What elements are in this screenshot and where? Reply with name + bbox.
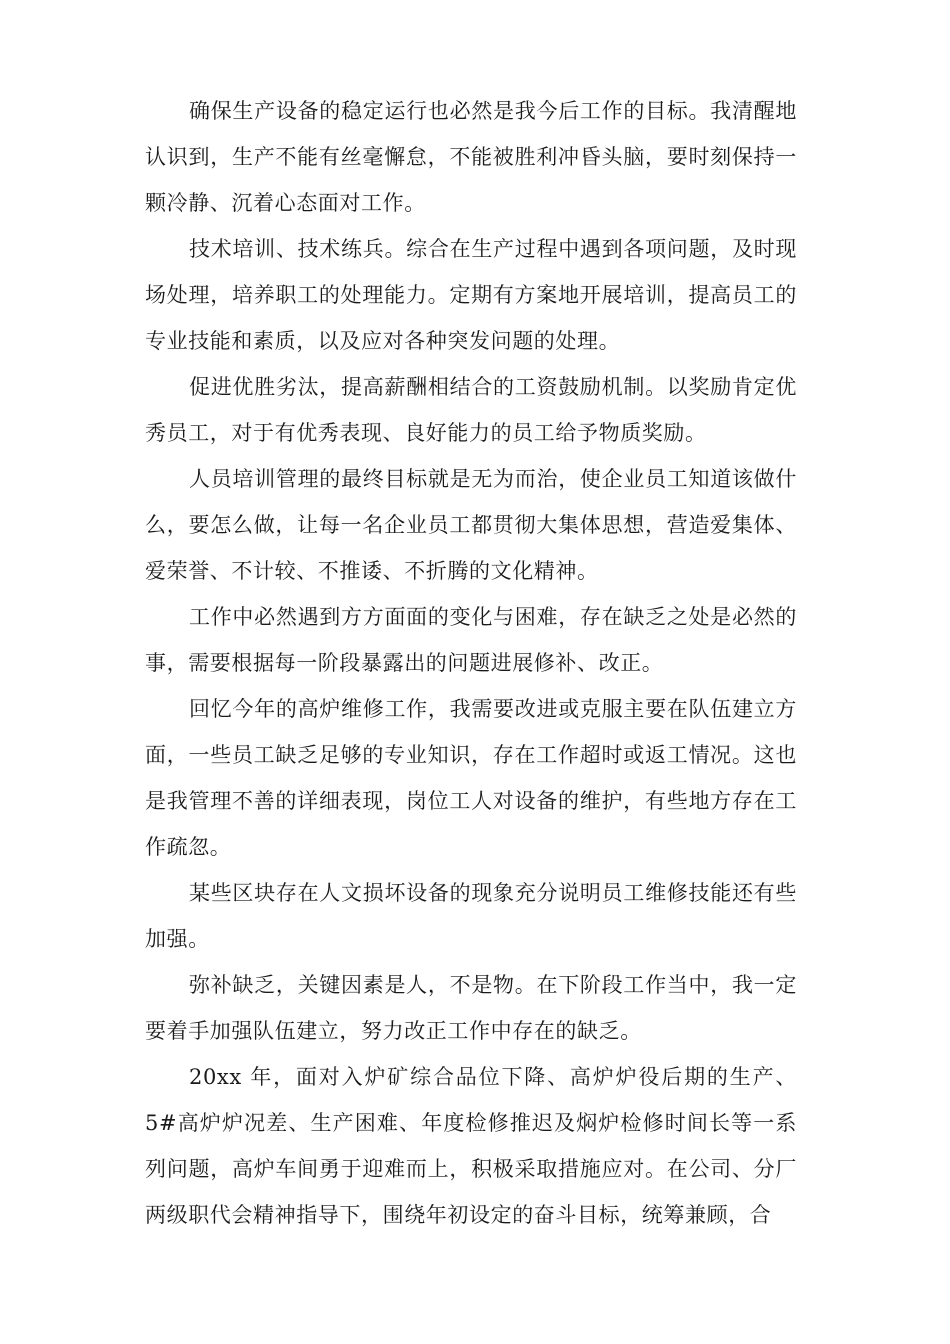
paragraph-4: 人员培训管理的最终目标就是无为而治，使企业员工知道该做什么，要怎么做，让每一名企业员工都贯彻大集体思想，营造爱集体、爱荣誉、不计较、不推诿、不折腾的文化精神。 xyxy=(145,467,797,583)
paragraph-2: 技术培训、技术练兵。综合在生产过程中遇到各项问题，及时现场处理，培养职工的处理能力。定期有方案地开展培训，提高员工的专业技能和素质，以及应对各种突发问题的处理。 xyxy=(145,237,797,353)
paragraph-7: 某些区块存在人文损坏设备的现象充分说明员工维修技能还有些加强。 xyxy=(145,881,797,951)
paragraph-6: 回忆今年的高炉维修工作，我需要改进或克服主要在队伍建立方面，一些员工缺乏足够的专业知识，存在工作超时或返工情况。这也是我管理不善的详细表现，岗位工人对设备的维护，有些地方存在工作疏忽。 xyxy=(145,697,797,859)
paragraph-1: 确保生产设备的稳定运行也必然是我今后工作的目标。我清醒地认识到，生产不能有丝毫懈怠，不能被胜利冲昏头脑，要时刻保持一颗冷静、沉着心态面对工作。 xyxy=(145,99,797,215)
paragraph-5: 工作中必然遇到方方面面的变化与困难，存在缺乏之处是必然的事，需要根据每一阶段暴露出的问题进展修补、改正。 xyxy=(145,605,797,675)
paragraph-3: 促进优胜劣汰，提高薪酬相结合的工资鼓励机制。以奖励肯定优秀员工，对于有优秀表现、良好能力的员工给予物质奖励。 xyxy=(145,375,797,445)
paragraph-9: 20xx 年，面对入炉矿综合品位下降、高炉炉役后期的生产、5#高炉炉况差、生产困难、年度检修推迟及焖炉检修时间长等一系列问题，高炉车间勇于迎难而上，积极采取措施应对。在公司、分厂两级职代会精神指导下，围绕年初设定的奋斗目标，统筹兼顾，合 xyxy=(145,1065,797,1227)
paragraph-8: 弥补缺乏，关键因素是人，不是物。在下阶段工作当中，我一定要着手加强队伍建立，努力改正工作中存在的缺乏。 xyxy=(145,973,797,1043)
document-body xyxy=(145,88,797,1238)
